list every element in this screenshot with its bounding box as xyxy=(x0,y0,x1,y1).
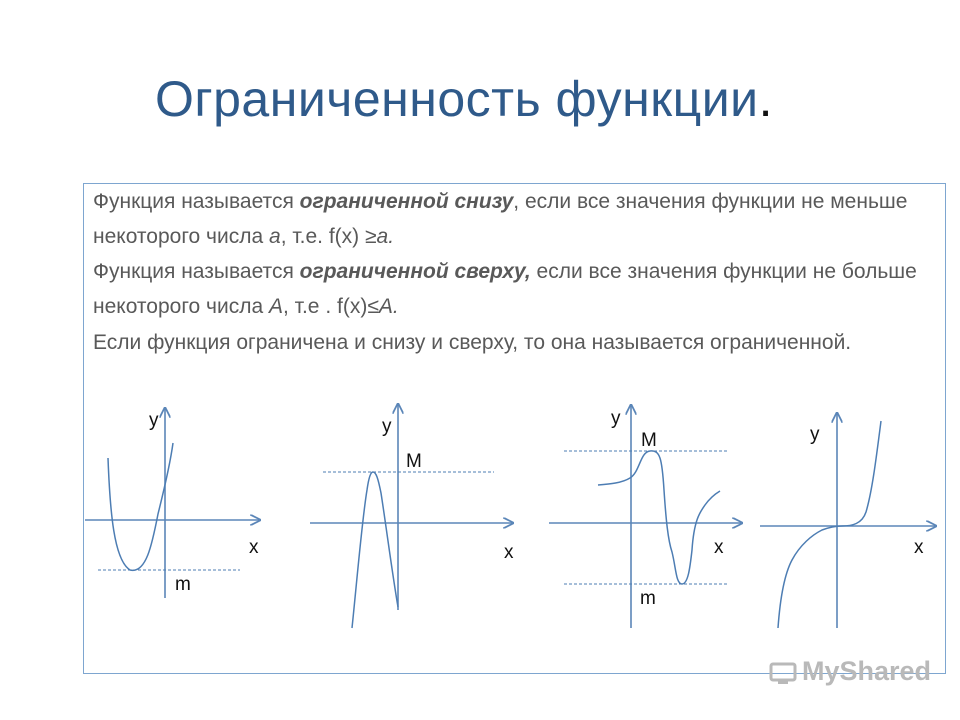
x-label: x xyxy=(504,542,514,563)
curve xyxy=(778,421,881,628)
lower-label-m: m xyxy=(640,588,656,609)
p2-var: А xyxy=(269,295,284,318)
myshared-logo-icon xyxy=(768,660,798,684)
p2-text-a: Функция называется xyxy=(93,260,300,283)
p2-term: ограниченной сверху, xyxy=(299,260,531,283)
x-label: x xyxy=(249,537,259,558)
y-label: y xyxy=(810,424,820,445)
curve xyxy=(352,472,398,628)
graph-bounded-above xyxy=(310,404,514,628)
y-label: y xyxy=(149,410,159,431)
graph-unbounded xyxy=(760,413,936,628)
graph-bounded-below xyxy=(85,408,260,598)
y-label: y xyxy=(382,416,392,437)
paragraph-bounded: Если функция ограничена и снизу и сверху, то она называется ограниченной. xyxy=(93,331,852,354)
slide-title-dot: . xyxy=(758,71,773,127)
p1-var: a xyxy=(269,225,281,248)
p1-text-a: Функция называется xyxy=(93,190,300,213)
upper-label-M: M xyxy=(641,430,657,451)
bound-label-m: m xyxy=(175,574,191,595)
watermark-text: MyShared xyxy=(802,656,932,686)
x-label: x xyxy=(714,537,724,558)
curve xyxy=(598,451,720,584)
p2-text-e: , т.е . f(x)≤ xyxy=(283,295,379,318)
p2-var-end: А. xyxy=(378,295,399,318)
p1-text-c: , если все значения функции не меньше некоторого числа xyxy=(93,190,908,248)
slide-title-text: Ограниченность функции xyxy=(155,71,759,127)
y-label: y xyxy=(611,408,621,429)
p2-text-c: если все значения функции не больше некоторого числа xyxy=(93,260,917,318)
graph-bounded-both xyxy=(549,405,742,628)
curve xyxy=(108,443,173,570)
watermark xyxy=(768,656,931,687)
p1-term: ограниченной снизу xyxy=(299,190,514,213)
p1-text-e: , т.е. f(x) ≥ xyxy=(280,225,377,248)
x-label: x xyxy=(914,537,924,558)
bound-label-M: M xyxy=(406,451,422,472)
p1-var-end: a. xyxy=(376,225,395,248)
